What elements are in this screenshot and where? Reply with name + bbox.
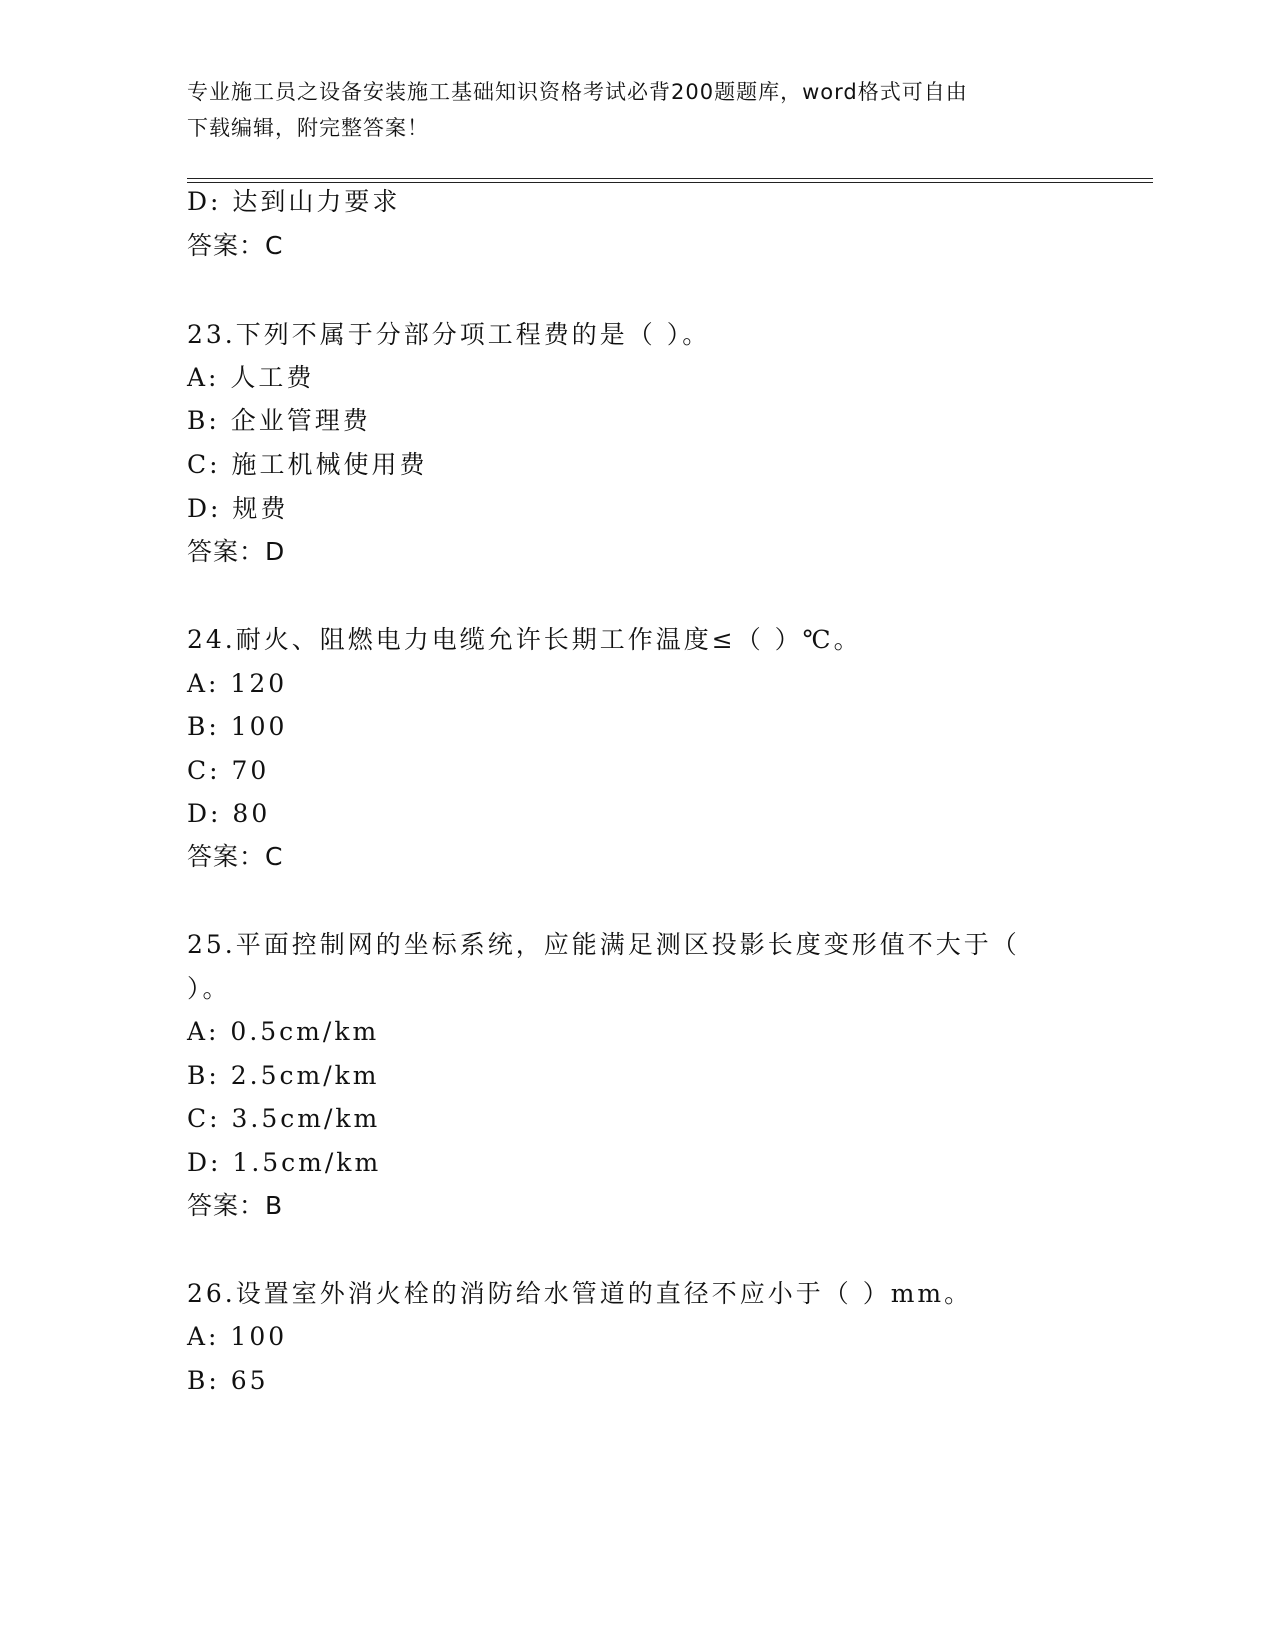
q26-option-b: B: 65 xyxy=(187,1366,269,1395)
q23-answer: 答案：D xyxy=(187,537,286,566)
q22-option-d: D: 达到山力要求 xyxy=(187,187,401,216)
q24-option-b: B: 100 xyxy=(187,712,288,741)
q26-stem: 26.设置室外消火栓的消防给水管道的直径不应小于（ ）mm。 xyxy=(187,1279,973,1308)
q25-option-c: C: 3.5cm/km xyxy=(187,1104,381,1133)
q24-stem: 24.耐火、阻燃电力电缆允许长期工作温度≤（ ）℃。 xyxy=(187,625,862,654)
q25-option-b: B: 2.5cm/km xyxy=(187,1061,380,1090)
q23-option-d: D: 规费 xyxy=(187,494,289,523)
q23-option-b: B: 企业管理费 xyxy=(187,406,371,435)
document-header xyxy=(187,74,1067,146)
q24-option-d: D: 80 xyxy=(187,799,271,828)
q25-stem-line-1: 25.平面控制网的坐标系统，应能满足测区投影长度变形值不大于（ xyxy=(187,930,1020,959)
q25-stem-line-2: ）。 xyxy=(187,974,231,1003)
header-title-line-2: 下载编辑，附完整答案！ xyxy=(187,116,429,140)
header-title-line-1: 专业施工员之设备安装施工基础知识资格考试必背200题题库，word格式可自由 xyxy=(187,80,968,104)
q25-option-a: A: 0.5cm/km xyxy=(187,1017,380,1046)
q25-answer: 答案：B xyxy=(187,1191,284,1220)
q23-stem: 23.下列不属于分部分项工程费的是（ ）。 xyxy=(187,320,711,349)
q24-answer: 答案：C xyxy=(187,842,284,871)
q24-option-c: C: 70 xyxy=(187,756,270,785)
q25-option-d: D: 1.5cm/km xyxy=(187,1148,382,1177)
header-divider xyxy=(187,178,1153,183)
q23-option-c: C: 施工机械使用费 xyxy=(187,450,428,479)
q22-answer: 答案：C xyxy=(187,231,284,260)
q26-option-a: A: 100 xyxy=(187,1322,288,1351)
q23-option-a: A: 人工费 xyxy=(187,363,315,392)
q24-option-a: A: 120 xyxy=(187,669,288,698)
